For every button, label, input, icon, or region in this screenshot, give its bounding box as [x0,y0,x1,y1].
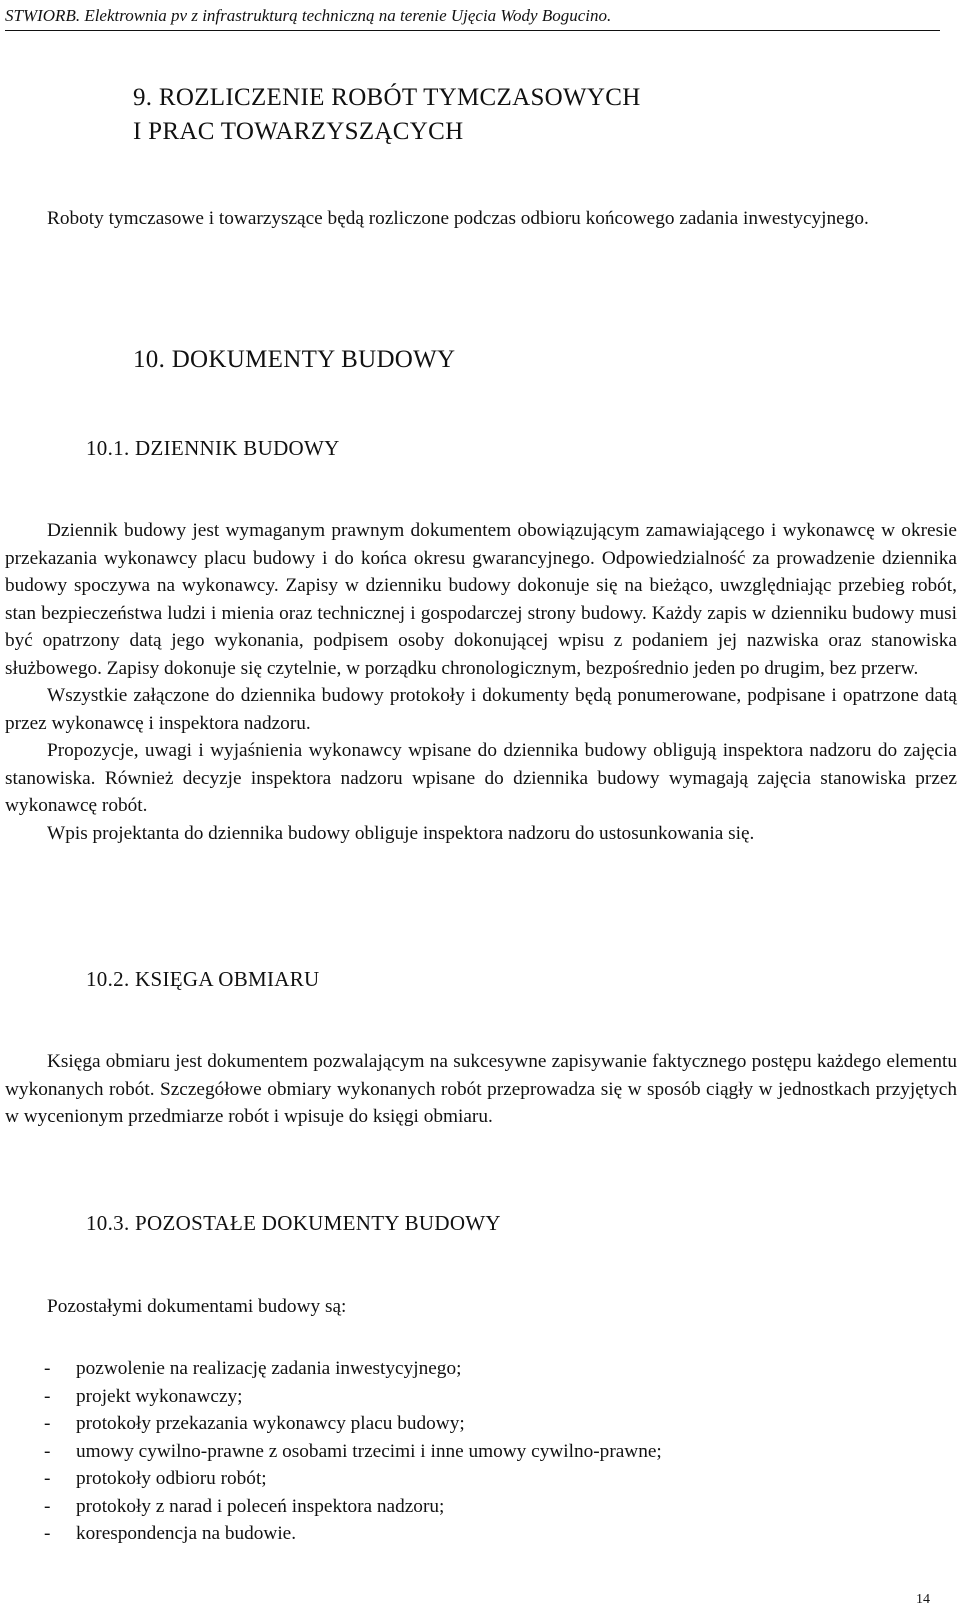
list-item-text: protokoły z narad i poleceń inspektora nadzoru; [76,1495,445,1517]
list-item-text: protokoły odbioru robót; [76,1468,267,1489]
paragraph: Księga obmiaru jest dokumentem pozwalającym na sukcesywne zapisywanie faktycznego postępu każdego elementu wykonanych robót. Szczegółowe obmiary wykonanych robót przeprowadza się w sposób ciągły w jednostkach przyjętych w wycenionym przedmiarze robót i wpisuje do księgi obmiaru. [5,1051,957,1127]
list-dash: - [44,1440,51,1462]
list-item-text: protokoły przekazania wykonawcy placu budowy; [76,1413,465,1434]
documents-list [44,1355,924,1548]
section-10-3-intro: Pozostałymi dokumentami budowy są: [47,1296,347,1317]
list-item-text: pozwolenie na realizację zadania inwestycyjnego; [76,1358,462,1379]
section-10-title: 10. DOKUMENTY BUDOWY [133,346,456,373]
section-10-1-title: 10.1. DZIENNIK BUDOWY [86,436,340,460]
section-10-1-body [5,517,957,847]
list-dash: - [44,1523,51,1544]
list-item-text: umowy cywilno-prawne z osobami trzecimi i inne umowy cywilno-prawne; [76,1440,662,1462]
list-item [44,1465,924,1493]
page-number: 14 [916,1592,930,1607]
list-item [44,1410,924,1438]
list-dash: - [44,1385,51,1407]
list-item [44,1520,924,1548]
list-dash: - [44,1413,51,1434]
list-item [44,1355,924,1383]
section-9-paragraph: Roboty tymczasowe i towarzyszące będą rozliczone podczas odbioru końcowego zadania inwestycyjnego. [47,208,869,229]
section-10-2-title: 10.2. KSIĘGA OBMIARU [86,967,320,991]
running-header: STWIORB. Elektrownia pv z infrastrukturą techniczną na terenie Ujęcia Wody Bogucino. [5,5,940,31]
paragraph: Propozycje, uwagi i wyjaśnienia wykonawcy wpisane do dziennika budowy obligują inspektora nadzoru do zajęcia stanowiska. Również decyzje inspektora nadzoru wpisane do dziennika budowy wymagają zajęcia stanowiska przez wykonawcę robót. [5,740,957,816]
paragraph: Dziennik budowy jest wymaganym prawnym dokumentem obowiązującym zamawiającego i wykonawcę w okresie przekazania wykonawcy placu budowy i do końca okresu gwarancyjnego. Odpowiedzialność za prowadzenie dziennika budowy spoczywa na wykonawcy. Zapisy w dzienniku budowy dokonuje się na bieżąco, uwzględniając przebieg robót, stan bezpieczeństwa ludzi i mienia oraz technicznej i gospodarczej strony budowy. Każdy zapis w dzienniku budowy musi być opatrzony datą jego wykonania, podpisem osoby dokonującej wpisu z podaniem jej nazwiska oraz stanowiska służbowego. Zapisy dokonuje się czytelnie, w porządku chronologicznym, bezpośrednio jeden po drugim, bez przerw. [5,520,957,679]
list-item [44,1383,924,1411]
section-9-title-line2: I PRAC TOWARZYSZĄCYCH [133,118,464,145]
paragraph: Wszystkie załączone do dziennika budowy protokoły i dokumenty będą ponumerowane, podpisane i opatrzone datą przez wykonawcę i inspektora nadzoru. [5,685,957,734]
section-9-body [5,205,957,233]
section-10-3-title: 10.3. POZOSTAŁE DOKUMENTY BUDOWY [86,1211,501,1235]
list-item-text: projekt wykonawczy; [76,1385,243,1407]
list-item [44,1493,924,1521]
list-dash: - [44,1495,51,1517]
list-item-text: korespondencja na budowie. [76,1523,297,1544]
list-dash: - [44,1468,51,1489]
list-item [44,1438,924,1466]
section-10-2-body [5,1048,957,1131]
list-dash: - [44,1358,51,1379]
section-9-title-line1: 9. ROZLICZENIE ROBÓT TYMCZASOWYCH [133,84,641,111]
paragraph: Wpis projektanta do dziennika budowy obliguje inspektora nadzoru do ustosunkowania się. [47,822,755,844]
